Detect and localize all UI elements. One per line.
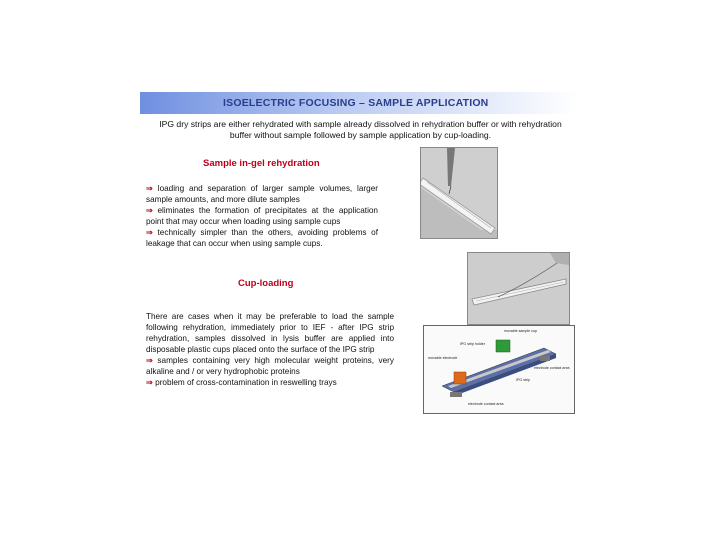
diagram-label-strip-holder: IPG strip holder (460, 342, 485, 346)
title-bar (140, 92, 577, 114)
diagram-label-movable-electrode: movable electrode (428, 356, 458, 360)
list-item: ⇒ eliminates the formation of precipitates at the application point that may occur when loading using sample cups (146, 206, 378, 226)
list-item: ⇒ problem of cross-contamination in reswelling trays (146, 378, 337, 387)
strip-holder-diagram (423, 325, 575, 414)
strip-rehydration-photo (420, 147, 498, 239)
diagram-label-sample-cup: movable sample cup (504, 329, 537, 333)
section-heading-in-gel: Sample in-gel rehydration (203, 158, 320, 169)
diagram-label-ipg-strip: IPG strip (516, 378, 530, 382)
arrow-icon: ⇒ (146, 228, 153, 237)
list-item: ⇒ technically simpler than the others, avoiding problems of leakage that can occur when using sample cups. (146, 228, 378, 248)
arrow-icon: ⇒ (146, 206, 153, 215)
cup-loading-photo (467, 252, 570, 325)
cup-loading-text (146, 311, 394, 388)
section-heading-cup-loading: Cup-loading (238, 278, 294, 289)
arrow-icon: ⇒ (146, 356, 153, 365)
cup-loading-paragraph: There are cases when it may be preferable to load the sample following rehydration, immediately prior to IEF - after IPG strip rehydration, samples dissolved in lysis buffer are applied into disposable plastic cups placed onto the surface of the IPG strip (146, 312, 394, 354)
arrow-icon: ⇒ (146, 378, 153, 387)
cup-photo-illustration (468, 253, 569, 324)
arrow-icon: ⇒ (146, 184, 153, 193)
slide-title: ISOELECTRIC FOCUSING – SAMPLE APPLICATION (223, 97, 489, 109)
intro-text: IPG dry strips are either rehydrated with sample already dissolved in rehydration buffer or with rehydration buffer without sample followed by sample application by cup-loading. (159, 119, 562, 140)
list-item: ⇒ samples containing very high molecular weight proteins, very alkaline and / or very hydrophobic proteins (146, 356, 394, 376)
strip-photo-illustration (421, 148, 497, 238)
in-gel-bullet-list (146, 183, 378, 249)
slide (140, 92, 577, 414)
diagram-label-contact-area-top: electrode contact area (534, 366, 570, 370)
diagram-label-contact-area-bottom: electrode contact area (468, 402, 504, 406)
list-item: ⇒ loading and separation of larger sample volumes, larger sample amounts, and more dilute samples (146, 184, 378, 204)
